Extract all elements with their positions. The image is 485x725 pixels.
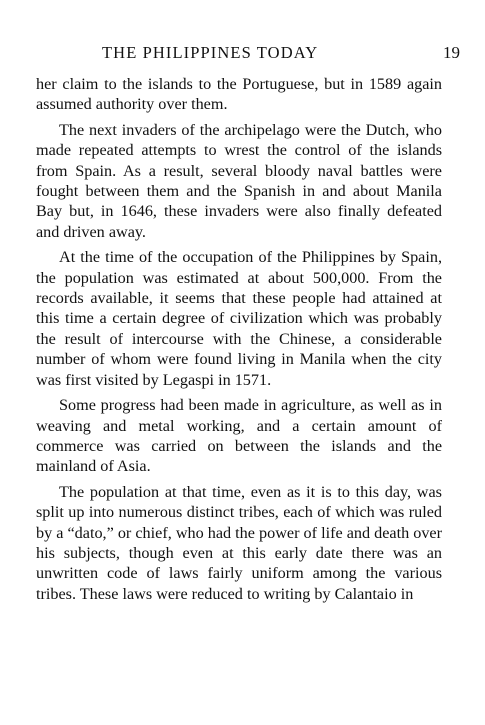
page-number: 19 xyxy=(443,43,460,62)
paragraph: The population at that time, even as it is to this day, was split up into numerous distinct tribes, each of which was ruled by a “dato,” or chief, who had the power of life and death over his subjects, though even at this early date there was an unwritten code of laws fairly uniform among the various tribes. These laws were reduced to writing by Calantaio in xyxy=(36,482,442,603)
paragraph: Some progress had been made in agriculture, as well as in weaving and metal working, and a certain amount of commerce was carried on between the islands and the mainland of Asia. xyxy=(36,396,442,476)
paragraph: At the time of the occupation of the Philippines by Spain, the population was estimated at about 500,000. From the records available, it seems that these people had attained at this time a certain degree of civilization which was probably the result of intercourse with the Chinese, a considerable number of whom were found living in Manila when the city was first visited by Legaspi in 1571. xyxy=(36,248,442,389)
running-title: THE PHILIPPINES TODAY xyxy=(102,43,319,62)
paragraph: The next invaders of the archipelago were the Dutch, who made repeated attempts to wrest the control of the islands from Spain. As a result, several bloody naval battles were fought between them and the Spanish in and about Manila Bay but, in 1646, these invaders were also finally defeated and driven away. xyxy=(36,120,442,241)
page-header xyxy=(30,43,460,67)
body-text xyxy=(36,74,442,609)
paragraph: her claim to the islands to the Portuguese, but in 1589 again assumed authority over them. xyxy=(36,75,442,114)
